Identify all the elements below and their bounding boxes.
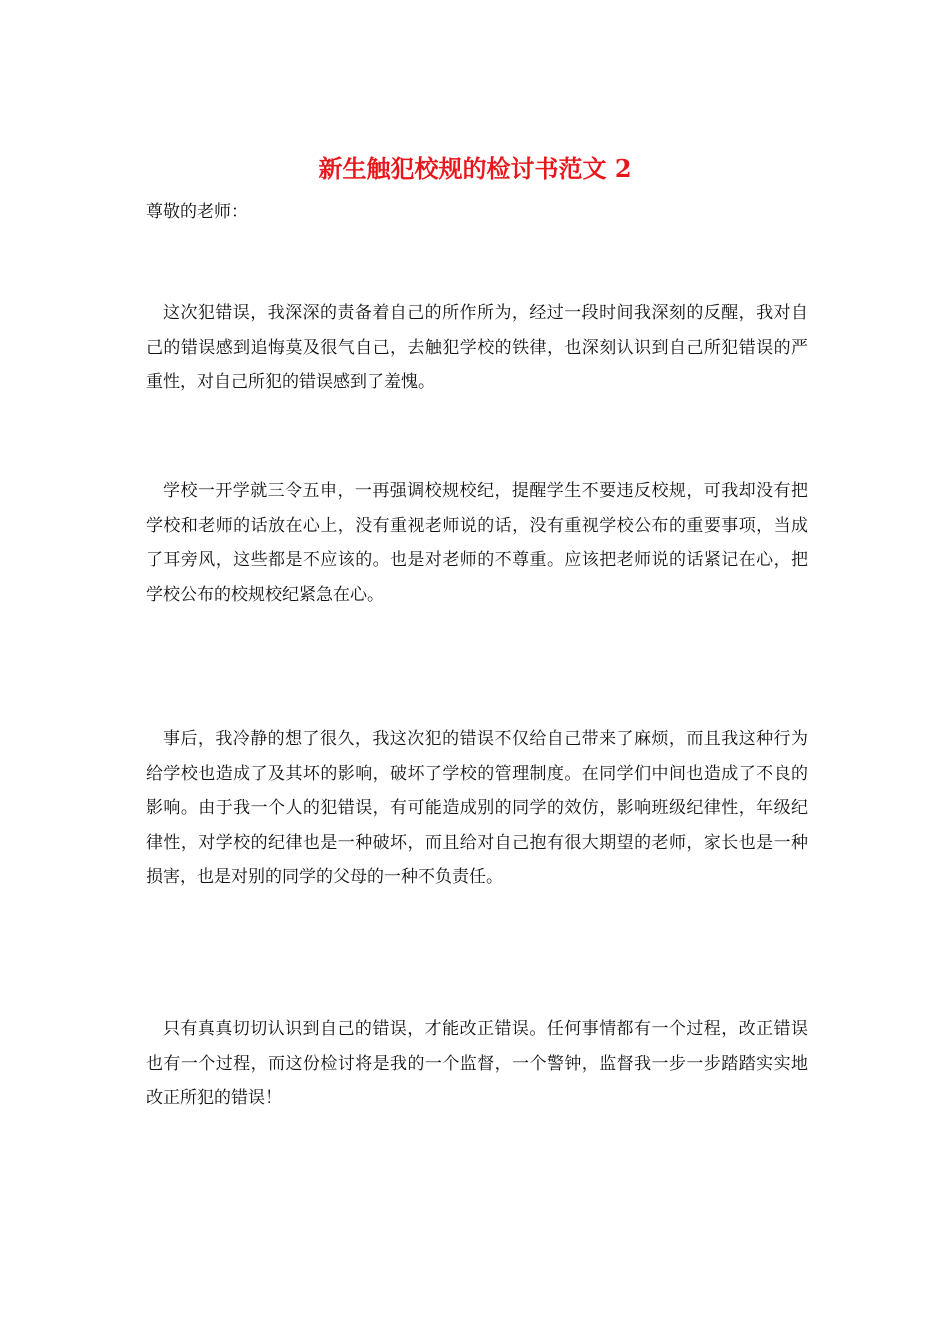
paragraph: 这次犯错误，我深深的责备着自己的所作所为，经过一段时间我深刻的反醒，我对自己的错误感到追悔莫及很气自己，去触犯学校的铁律，也深刻认识到自己所犯错误的严重性，对自己所犯的错误感到了羞愧。: [146, 303, 808, 392]
paragraph: 学校一开学就三令五申，一再强调校规校纪，提醒学生不要违反校规，可我却没有把学校和老师的话放在心上，没有重视老师说的话，没有重视学校公布的重要事项，当成了耳旁风，这些都是不应该的。也是对老师的不尊重。应该把老师说的话紧记在心，把学校公布的校规校纪紧急在心。: [146, 481, 808, 605]
document-title: 新生触犯校规的检讨书范文 2: [318, 154, 632, 183]
salutation: 尊敬的老师：: [146, 202, 248, 222]
paragraph: 事后，我冷静的想了很久，我这次犯的错误不仅给自己带来了麻烦，而且我这种行为给学校也造成了及其坏的影响，破坏了学校的管理制度。在同学们中间也造成了不良的影响。由于我一个人的犯错误，有可能造成别的同学的效仿，影响班级纪律性，年级纪律性，对学校的纪律也是一种破坏，而且给对自己抱有很大期望的老师，家长也是一种损害，也是对别的同学的父母的一种不负责任。: [146, 729, 808, 887]
paragraph: 只有真真切切认识到自己的错误，才能改正错误。任何事情都有一个过程，改正错误也有一个过程，而这份检讨将是我的一个监督，一个警钟，监督我一步一步踏踏实实地改正所犯的错误！: [146, 1019, 808, 1108]
